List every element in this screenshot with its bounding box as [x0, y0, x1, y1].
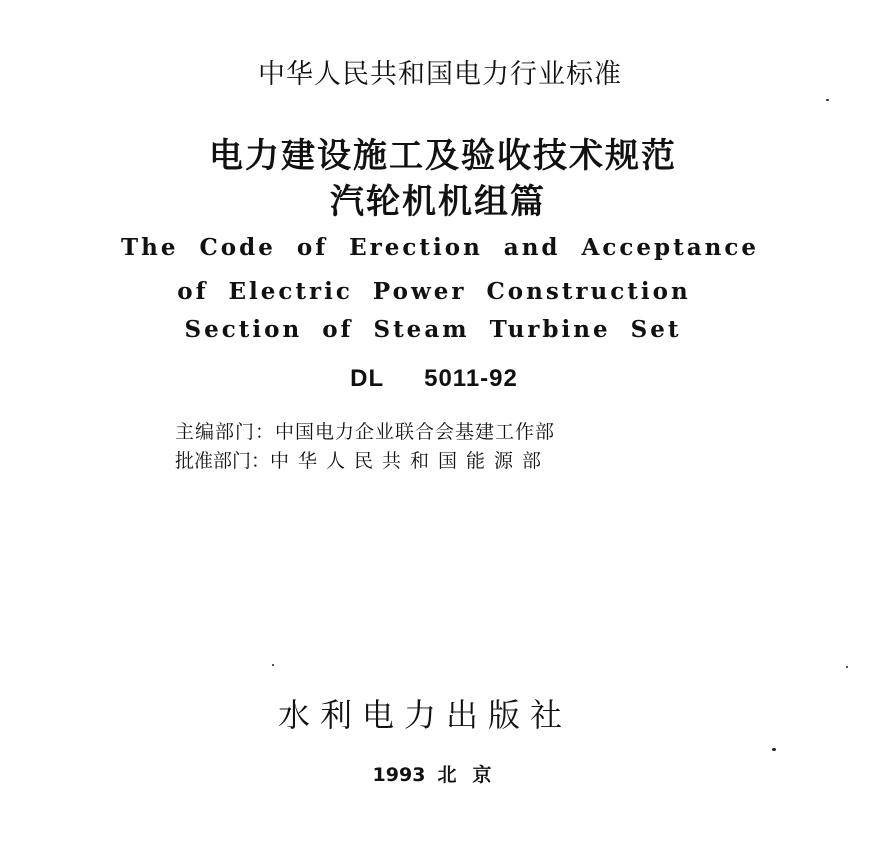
code-number: 5011-92: [424, 365, 518, 392]
editor-department: [175, 417, 555, 444]
approver-department: [175, 446, 550, 473]
approver-label: 批准部门：: [175, 450, 271, 472]
scan-speck: [846, 666, 848, 668]
publication-year: 1993: [372, 764, 426, 786]
publication-info: [5, 760, 870, 787]
publisher-name: 水利电力出版社: [277, 696, 572, 734]
editor-value: 中国电力企业联合会基建工作部: [275, 421, 556, 443]
standard-type: 中华人民共和国电力行业标准: [258, 59, 622, 90]
editor-label: 主编部门：: [175, 421, 276, 443]
chinese-subtitle: 汽轮机机组篇: [330, 182, 546, 222]
scan-speck: [826, 99, 829, 101]
english-title-line-1: The Code of Erection and Acceptance: [121, 234, 759, 261]
code-prefix: DL: [350, 365, 385, 392]
english-title-line-3: Section of Steam Turbine Set: [184, 316, 682, 343]
publication-city: 北京: [437, 764, 508, 786]
approver-value: 中华人民共和国能源部: [270, 450, 551, 472]
chinese-title: 电力建设施工及验收技术规范: [209, 136, 677, 176]
scan-speck: [772, 748, 776, 751]
standard-code: [0, 365, 869, 393]
english-title-line-2: of Electric Power Construction: [177, 278, 691, 305]
scan-speck: [272, 664, 274, 666]
